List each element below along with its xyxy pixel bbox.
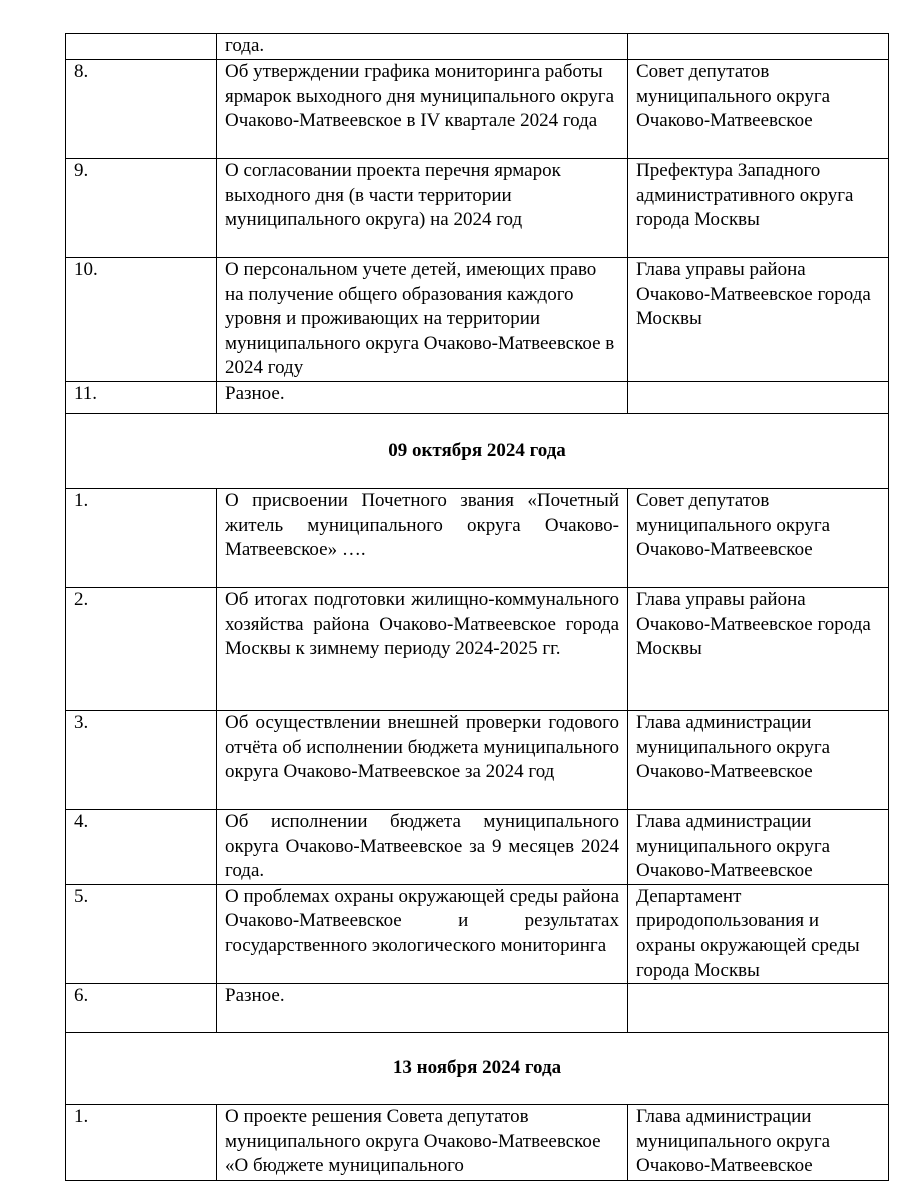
row-number: 1. [66,489,217,588]
meeting-plan-table [65,33,889,1181]
row-number: 5. [66,884,217,983]
row-responsible [628,984,889,1033]
row-topic: Разное. [217,984,628,1033]
table-row [66,810,889,885]
row-responsible: Префектура Западного административного округа города Москвы [628,159,889,258]
row-number: 9. [66,159,217,258]
row-number: 11. [66,382,217,414]
row-topic: О персональном учете детей, имеющих право на получение общего образования каждого уровня и проживающих на территории муниципального округа Очаково-Матвеевское в 2024 году [217,258,628,382]
section-date-row [66,414,889,489]
table-row [66,711,889,810]
row-number: 8. [66,60,217,159]
row-number [66,34,217,60]
table-row [66,884,889,983]
row-topic: О согласовании проекта перечня ярмарок выходного дня (в части территории муниципального округа) на 2024 год [217,159,628,258]
row-number: 10. [66,258,217,382]
row-responsible: Глава администрации муниципального округа Очаково-Матвеевское [628,711,889,810]
row-responsible: Департамент природопользования и охраны окружающей среды города Москвы [628,884,889,983]
row-responsible [628,34,889,60]
row-responsible: Глава управы района Очаково-Матвеевское города Москвы [628,258,889,382]
row-responsible: Глава администрации муниципального округа Очаково-Матвеевское [628,810,889,885]
row-topic: Разное. [217,382,628,414]
table-row [66,34,889,60]
row-topic: Об осуществлении внешней проверки годового отчёта об исполнении бюджета муниципального округа Очаково-Матвеевское за 2024 год [217,711,628,810]
row-topic: О проблемах охраны окружающей среды района Очаково-Матвеевское и результатах государственного экологического мониторинга [217,884,628,983]
row-responsible: Совет депутатов муниципального округа Очаково-Матвеевское [628,489,889,588]
row-topic: Об утверждении графика мониторинга работы ярмарок выходного дня муниципального округа Очаково-Матвеевское в IV квартале 2024 года [217,60,628,159]
table-row [66,1105,889,1181]
row-responsible: Совет депутатов муниципального округа Очаково-Матвеевское [628,60,889,159]
table-row [66,984,889,1033]
table-row [66,258,889,382]
row-responsible [628,382,889,414]
row-number: 4. [66,810,217,885]
row-topic: О проекте решения Совета депутатов муниципального округа Очаково-Матвеевское «О бюджете муниципального [217,1105,628,1181]
table-row [66,489,889,588]
row-responsible: Глава администрации муниципального округа Очаково-Матвеевское [628,1105,889,1181]
row-topic: Об исполнении бюджета муниципального округа Очаково-Матвеевское за 9 месяцев 2024 года. [217,810,628,885]
row-number: 2. [66,588,217,711]
table-row [66,588,889,711]
row-number: 6. [66,984,217,1033]
row-responsible: Глава управы района Очаково-Матвеевское города Москвы [628,588,889,711]
table-row [66,382,889,414]
row-number: 1. [66,1105,217,1181]
row-number: 3. [66,711,217,810]
section-date-october: 09 октября 2024 года [66,414,889,489]
table-row [66,60,889,159]
table-row [66,159,889,258]
row-topic: года. [217,34,628,60]
row-topic: Об итогах подготовки жилищно-коммунального хозяйства района Очаково-Матвеевское города Москвы к зимнему периоду 2024-2025 гг. [217,588,628,711]
section-date-november: 13 ноября 2024 года [66,1033,889,1105]
section-date-row [66,1033,889,1105]
row-topic: О присвоении Почетного звания «Почетный житель муниципального округа Очаково-Матвеевское» …. [217,489,628,588]
